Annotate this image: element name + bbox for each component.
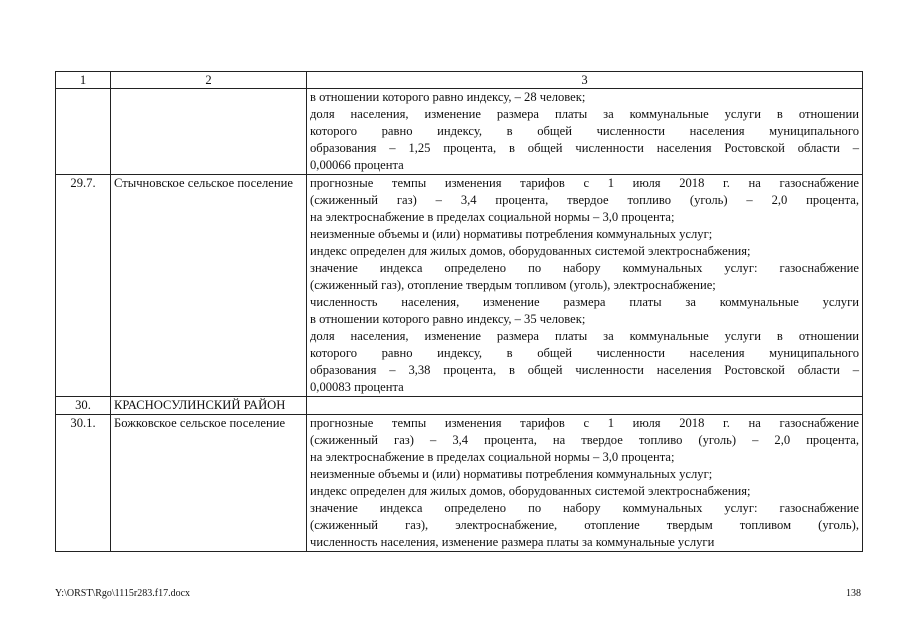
table-body [56, 89, 863, 552]
text-line: на электроснабжение в пределах социальной нормы – 3,0 процента; [310, 450, 675, 464]
text-line: 0,00066 процента [310, 158, 404, 172]
district-name: КРАСНОСУЛИНСКИЙ РАЙОН [111, 397, 307, 415]
row-number: 30. [56, 397, 111, 415]
row-number: 30.1. [56, 415, 111, 552]
text-line: значение индекса определено по набору коммунальных услуг: газоснабжение [310, 501, 859, 515]
text-line: значение индекса определено по набору коммунальных услуг: газоснабжение [310, 261, 859, 275]
settlement-name: Стычновское сельское поселение [111, 175, 307, 397]
text-line: на электроснабжение в пределах социальной нормы – 3,0 процента; [310, 210, 675, 224]
text-line: образования – 3,38 процента, в общей численности населения Ростовской области – [310, 363, 859, 377]
settlement-name [111, 89, 307, 175]
text-line: (сжиженный газ), электроснабжение, отопление твердым топливом (уголь), [310, 518, 859, 532]
header-col-3: 3 [307, 72, 863, 89]
header-col-1: 1 [56, 72, 111, 89]
text-line: неизменные объемы и (или) нормативы потребления коммунальных услуг; [310, 227, 713, 241]
header-col-2: 2 [111, 72, 307, 89]
table-row [56, 397, 863, 415]
text-line: прогнозные темпы изменения тарифов с 1 июля 2018 г. на газоснабжение [310, 176, 859, 190]
index-description [307, 397, 863, 415]
text-line: доля населения, изменение размера платы за коммунальные услуги в отношении [310, 107, 859, 121]
row-number: 29.7. [56, 175, 111, 397]
footer-file-path: Y:\ORST\Rgo\1115r283.f17.docx [55, 588, 191, 599]
text-line: 0,00083 процента [310, 380, 404, 394]
text-line: в отношении которого равно индексу, – 28 человек; [310, 90, 586, 104]
text-line: индекс определен для жилых домов, оборудованных системой электроснабжения; [310, 244, 751, 258]
index-description [307, 89, 863, 175]
footer-page-number: 138 [846, 588, 861, 599]
text-line: численность населения, изменение размера платы за коммунальные услуги [310, 295, 859, 309]
table-row [56, 415, 863, 552]
table-row [56, 175, 863, 397]
text-line: образования – 1,25 процента, в общей численности населения Ростовской области – [310, 141, 859, 155]
settlement-name: Божковское сельское поселение [111, 415, 307, 552]
text-line: индекс определен для жилых домов, оборудованных системой электроснабжения; [310, 484, 751, 498]
document-table [55, 71, 863, 552]
text-line: (сжиженный газ) – 3,4 процента, на твердое топливо (уголь) – 2,0 процента, [310, 433, 859, 447]
text-line: (сжиженный газ), отопление твердым топливом (уголь), электроснабжение; [310, 278, 716, 292]
text-line: прогнозные темпы изменения тарифов с 1 июля 2018 г. на газоснабжение [310, 416, 859, 430]
text-line: которого равно индексу, в общей численности населения муниципального [310, 346, 859, 360]
table-header-row [56, 72, 863, 89]
table-row [56, 89, 863, 175]
row-number [56, 89, 111, 175]
index-description [307, 415, 863, 552]
text-line: в отношении которого равно индексу, – 35 человек; [310, 312, 586, 326]
text-line: численность населения, изменение размера платы за коммунальные услуги [310, 535, 715, 549]
text-line: (сжиженный газ) – 3,4 процента, твердое топливо (уголь) – 2,0 процента, [310, 193, 859, 207]
text-line: доля населения, изменение размера платы за коммунальные услуги в отношении [310, 329, 859, 343]
index-description [307, 175, 863, 397]
text-line: которого равно индексу, в общей численности населения муниципального [310, 124, 859, 138]
text-line: неизменные объемы и (или) нормативы потребления коммунальных услуг; [310, 467, 713, 481]
